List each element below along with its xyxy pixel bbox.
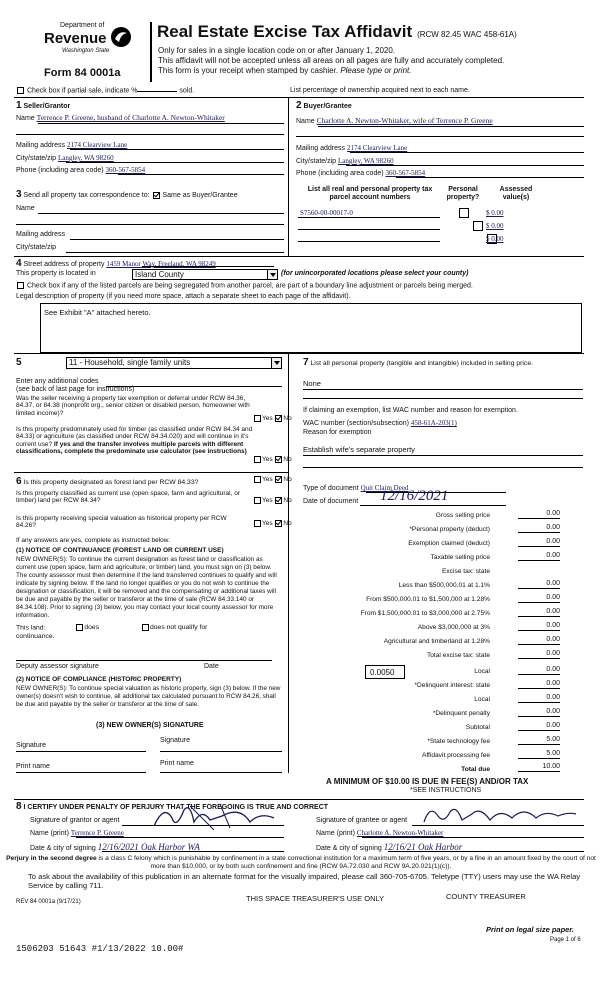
tax-line-2 (518, 546, 560, 547)
sec5-num: 5 (16, 357, 22, 368)
partial-sale-row: Check box if partial sale, indicate % sold. (16, 87, 194, 95)
signature-label-1: Signature (16, 742, 46, 749)
exemption-yes-checkbox[interactable] (254, 415, 261, 422)
grantor-date-line (102, 851, 284, 852)
chevron-down-icon (267, 270, 277, 279)
exemption-no-checkbox[interactable] (275, 415, 282, 422)
tax-label-delinq-int: *Delinquent interest: state (414, 682, 490, 689)
tax-label-delinq-local: Local (474, 696, 490, 703)
same-as-buyer-checkbox[interactable] (153, 192, 160, 199)
tax-line-10 (518, 658, 560, 659)
tax-value-local[interactable]: 0.00 (546, 666, 560, 673)
buyer-city[interactable]: Langley, WA 98260 (338, 157, 394, 165)
seller-name-row: Name Terrence P. Greene, husband of Charlotte A. Newton-Whitaker (16, 113, 225, 122)
tax-value-personal[interactable]: 0.00 (546, 524, 560, 531)
corr-extra-line (16, 224, 284, 225)
rule-5 (14, 353, 584, 354)
tax-label-bracket4: Above $3,000,000 at 3% (417, 624, 490, 631)
tax-value-bracket4[interactable]: 0.00 (546, 622, 560, 629)
grantee-date-city[interactable]: 12/16/21 Oak Harbor (383, 842, 463, 852)
grantee-name-row: Name (print) Charlotte A. Newton-Whitaker (316, 829, 444, 837)
sig-line-2 (160, 751, 282, 752)
tax-label-bracket3: From $1,500,000.01 to $3,000,000 at 2.75% (360, 610, 490, 617)
deputy-date-label: Date (204, 663, 219, 670)
personal-col-header: Personal property? (446, 186, 480, 202)
dept-line2: Revenue (44, 30, 107, 47)
deputy-label: Deputy assessor signature (16, 663, 99, 670)
buyer-name-row: Name Charlotte A. Newton-Whitaker, wife of Terrence P. Greene (296, 116, 493, 125)
revenue-swirl-icon (110, 26, 132, 48)
buyer-mail-line (350, 152, 584, 153)
header-line2: This affidavit will not be accepted unless all areas on all pages are fully and accurately completed. (158, 56, 505, 65)
wac-number[interactable]: 458-61A-203(1) (410, 419, 457, 427)
corr-name-label: Name (16, 205, 35, 212)
assessed-value-3[interactable]: $ 0.00 (486, 235, 504, 243)
sig-grantor-label: Signature of grantor or agent (30, 817, 120, 824)
header-line3: This form is your receipt when stamped by cashier. Please type or print. (158, 66, 412, 75)
forest-yes-checkbox[interactable] (254, 476, 261, 483)
corr-city-label: City/state/zip (16, 244, 57, 251)
does-not-checkbox[interactable] (142, 624, 149, 631)
legal-description: See Exhibit "A" attached hereto. (44, 308, 151, 317)
county-select[interactable]: Island County (132, 269, 278, 280)
seller-city-row: City/state/zip Langley, WA 98260 (16, 154, 114, 162)
deputy-line (16, 660, 272, 661)
tax-line-15 (518, 730, 560, 731)
local-rate: 0.0050 (370, 668, 395, 677)
parcel-line-2 (298, 229, 440, 230)
segregated-checkbox[interactable] (17, 282, 24, 289)
q-current-use-yn: Yes No (253, 497, 292, 505)
tax-label-tech-fee: *State technology fee (427, 738, 490, 745)
tax-line-9 (518, 644, 560, 645)
buyer-mail[interactable]: 2174 Clearview Lane (346, 144, 408, 152)
tax-value-total-state[interactable]: 0.00 (546, 650, 560, 657)
header-line1: Only for sales in a single location code on or after January 1, 2020. (158, 46, 396, 55)
tax-label-bracket2: From $500,000.01 to $1,500,000 at 1.28% (366, 596, 490, 603)
tax-line-11 (518, 674, 560, 675)
tax-value-subtotal[interactable]: 0.00 (546, 722, 560, 729)
tax-label-excise-state: Excise tax: state (441, 568, 490, 575)
doc-date-line (360, 505, 506, 506)
page-title: Real Estate Excise Tax Affidavit (157, 22, 413, 41)
tax-line-5 (518, 588, 560, 589)
header-divider (150, 22, 152, 82)
list-percentage-note: List percentage of ownership acquired next to each name. (290, 87, 470, 94)
certify-row: 8 I CERTIFY UNDER PENALTY OF PERJURY THAT THE FOREGOING IS TRUE AND CORRECT (16, 801, 329, 812)
tax-line-3 (518, 560, 560, 561)
notice1-title: (1) NOTICE OF CONTINUANCE (FOREST LAND OR CURRENT USE) (16, 547, 224, 554)
buyer-phone[interactable]: 360-567-5854 (385, 169, 426, 177)
rule-4 (14, 256, 584, 257)
tax-value-agri[interactable]: 0.00 (546, 636, 560, 643)
tax-label-agri: Agricultural and timberland at 1.28% (383, 638, 490, 645)
page-number: Page 1 of 6 (550, 937, 581, 943)
tax-value-delinq-local[interactable]: 0.00 (546, 694, 560, 701)
grantee-name-line (362, 837, 584, 838)
q-exemption-yn: Yes No (253, 415, 292, 423)
tax-value-delinq-int[interactable]: 0.00 (546, 680, 560, 687)
timber-yes-checkbox[interactable] (254, 456, 261, 463)
q-forest: 6 Is this property designated as forest land per RCW 84.33? (16, 476, 199, 487)
if-yes-note: If any answers are yes, complete as instructed below. (16, 537, 170, 544)
forest-no-checkbox[interactable] (275, 476, 282, 483)
see-instructions: *SEE INSTRUCTIONS (410, 787, 482, 794)
tax-label-processing: Affidavit processing fee (421, 752, 490, 759)
tax-label-exemption: Exemption claimed (deduct) (408, 540, 490, 547)
rev-number: REV 84 0001a (9/17/21) (16, 899, 81, 905)
seller-city-line (66, 162, 284, 163)
print-name-label-2: Print name (160, 760, 194, 767)
sig-line-1 (16, 751, 146, 752)
buyer-mail-row: Mailing address 2174 Clearview Lane (296, 144, 408, 152)
doc-type[interactable]: Quit Claim Deed (360, 484, 409, 492)
q-exemption: Was the seller receiving a property tax exemption or deferral under RCW 84.36, 84.37, or 84.38 (nonprofit org., senior citizen or disabled person, homeowner with limited income)? (16, 395, 250, 417)
print-line-2 (160, 772, 282, 773)
tax-label-bracket1: Less than $500,000.01 at 1.1% (398, 582, 490, 589)
legal-paper-note: Print on legal size paper. (486, 925, 574, 934)
buyer-name-line (318, 126, 584, 127)
notice1-text: NEW OWNER(S): To continue the current designation as forest land or classification as current use (open space, farm and agriculture, or timber) land, you must sign on (3) below. The county assessor must then determine if the land transferred continues to qualify and will indicate by signing below. If the land no longer qualifies or you do not wish to continue the designation or classification, it will be removed and the compensating or additional taxes will be due and payable by the seller or transferor at the time of sale (RCW 84.33.140 or 84.34.108). Prior to signing (3) below, you may contact your local county assessor for more information. (16, 556, 277, 619)
tax-label-total-due: Total due (461, 766, 490, 773)
doc-date[interactable]: 12/16/2021 (380, 488, 449, 504)
tax-label-gross: Gross selling price (435, 512, 490, 519)
county-treasurer: COUNTY TREASURER (446, 892, 526, 901)
sig-grantee-label: Signature of grantee or agent (316, 817, 408, 824)
reason-label: Reason for exemption (303, 429, 372, 436)
tax-line-16 (518, 744, 560, 745)
reason-line-2 (303, 467, 583, 468)
tax-value-processing[interactable]: 5.00 (546, 750, 560, 757)
chevron-down-icon (271, 358, 281, 368)
exemption-label: If claiming an exemption, list WAC number and reason for exemption. (303, 407, 518, 414)
timber-no-checkbox[interactable] (275, 456, 282, 463)
legal-label: Legal description of property (if you need more space, attach a separate sheet to each page of the affidavit). (16, 293, 351, 300)
personal-property-list[interactable]: None (303, 379, 321, 388)
parcel-line-3 (298, 241, 440, 242)
personal-checkbox-2[interactable] (473, 221, 483, 231)
buyer-heading: 2 Buyer/Grantee (296, 100, 352, 111)
tax-value-bracket1[interactable]: 0.00 (546, 580, 560, 587)
tax-value-tech-fee[interactable]: 5.00 (546, 736, 560, 743)
tax-line-13 (518, 702, 560, 703)
tax-label-penalty: *Delinquent penalty (432, 710, 490, 717)
correspondence-row: 3 Send all property tax correspondence to: Same as Buyer/Grantee (16, 189, 238, 200)
historic-no-checkbox[interactable] (275, 520, 282, 527)
assessed-value-2[interactable]: $ 0.00 (486, 222, 504, 230)
tax-value-penalty[interactable]: 0.00 (546, 708, 560, 715)
buyer-city-row: City/state/zip Langley, WA 98260 (296, 157, 394, 165)
doc-type-row: Type of document Quit Claim Deed (303, 484, 409, 492)
seller-mail-line (70, 149, 284, 150)
corr-mail-label: Mailing address (16, 231, 66, 238)
pp-line-2 (303, 398, 583, 399)
tax-line-7 (518, 616, 560, 617)
tax-value-bracket2[interactable]: 0.00 (546, 594, 560, 601)
tax-line-17 (518, 758, 560, 759)
local-rate-box (365, 665, 405, 679)
unincorporated-note: (for unincorporated locations please select your county) (281, 270, 469, 277)
segregated-row: Check box if any of the listed parcels are being segregated from another parcel, are part of a boundary line adjustment or parcels being merged. (16, 282, 473, 290)
tax-value-exemption[interactable]: 0.00 (546, 538, 560, 545)
signature-label-2: Signature (160, 737, 190, 744)
exemption-reason[interactable]: Establish wife's separate property (303, 445, 415, 454)
grantor-signature (150, 800, 290, 834)
treasurer-use: THIS SPACE TREASURER'S USE ONLY (246, 894, 385, 903)
seller-name-line (38, 123, 284, 124)
personal-checkbox-1[interactable] (459, 208, 469, 218)
buyer-phone-row: Phone (including area code) 360-567-5854 (296, 169, 426, 177)
tax-value-total-due[interactable]: 10.00 (542, 763, 560, 770)
grantee-signature (420, 802, 580, 830)
alt-format-notice: To ask about the availability of this publication in an alternate format for the visually impaired, please call 360-705-6705. Teletype (TTY) users may use the WA Relay Service by calling 711. (28, 872, 581, 890)
notice2-text: NEW OWNER(S): To continue special valuation as historic property, sign (3) below. If the new owner(s) doesn't wish to continue, all additional tax calculated pursuant to RCW 84.26, shall be due and payable by the seller or transferor at the time of sale. (16, 685, 281, 708)
located-label: This property is located in (16, 270, 96, 277)
tax-line-8 (518, 630, 560, 631)
seller-phone-row: Phone (including area code) 360-567-5854 (16, 166, 146, 174)
corr-city-line (66, 252, 284, 253)
seller-heading: 1 Seller/Grantor (16, 100, 71, 111)
assessed-value-1[interactable]: $ 0.00 (486, 209, 504, 217)
seller-mail[interactable]: 2174 Clearview Lane (66, 141, 128, 149)
historic-yes-checkbox[interactable] (254, 520, 261, 527)
partial-sale-checkbox[interactable] (17, 87, 24, 94)
seller-extra-line (16, 134, 284, 135)
use-code-select[interactable]: 11 - Household, single family units (66, 357, 282, 369)
corr-mail-line (70, 239, 284, 240)
continuance-label: continuance. (16, 633, 55, 640)
notice2-title: (2) NOTICE OF COMPLIANCE (HISTORIC PROPERTY) (16, 676, 182, 683)
tax-label-personal: *Personal property (deduct) (409, 526, 490, 533)
tax-line-18 (518, 771, 560, 772)
buyer-extra-line (296, 136, 584, 137)
center-divider-bottom (288, 353, 289, 773)
grantor-name-line (76, 837, 284, 838)
grantor-print-name[interactable]: Terrence P. Greene (70, 829, 124, 837)
buyer-phone-line (396, 177, 584, 178)
rule-top (14, 97, 584, 98)
q-historic-yn: Yes No (253, 520, 292, 528)
tax-label-total-state: Total excise tax: state (426, 652, 490, 659)
tax-label-taxable: Taxable selling price (430, 554, 490, 561)
street-address[interactable]: 1459 Manor Way, Freeland, WA 98249 (106, 260, 216, 268)
q-historic: Is this property receiving special valuation as historical property per RCW 84.26? (16, 515, 227, 530)
parcel-col-header: List all real and personal property tax parcel account numbers (307, 186, 433, 202)
additional-codes-note: (see back of last page for instructions) (16, 386, 135, 393)
tax-value-taxable[interactable]: 0.00 (546, 552, 560, 559)
print-line-1 (16, 772, 146, 773)
rcw-ref: (RCW 82.45 WAC 458-61A) (417, 30, 517, 39)
rule-8 (14, 799, 584, 800)
tax-line-1 (518, 532, 560, 533)
this-land-row: This land: does does not qualify for (16, 624, 208, 632)
q-forest-yn: Yes No (253, 476, 292, 484)
tax-label-subtotal: Subtotal (465, 724, 490, 731)
q-timber: Is this property predominately used for timber (as classified under RCW 84.34 and 84.33) or agriculture (as classified under RCW 84.34.020) and will continue in it's current use? If yes and the transfer involves multiple parcels with different classifications, complete the predominate use calculator (see instructions) (16, 426, 253, 456)
seller-phone[interactable]: 360-567-5854 (105, 166, 146, 174)
tax-value-bracket3[interactable]: 0.00 (546, 608, 560, 615)
parcel-line-1 (298, 217, 440, 218)
grantor-date-row: Date & city of signing 12/16/2021 Oak Harbor WA (30, 842, 200, 852)
street-row: 4 Street address of property 1459 Manor Way, Freeland, WA 98249 (16, 258, 216, 269)
grantor-date-city[interactable]: 12/16/2021 Oak Harbor WA (97, 842, 200, 852)
current-use-no-checkbox[interactable] (275, 497, 282, 504)
street-line (142, 266, 274, 267)
reason-line-1 (303, 455, 583, 456)
corr-name-line (38, 213, 284, 214)
pp-line-1 (303, 389, 583, 390)
recording-stamp: 1506203 51643 #1/13/2022 10.00# (16, 944, 184, 954)
tax-label-local: Local (474, 668, 490, 675)
wac-row: WAC number (section/subsection) 458-61A-203(1) (303, 419, 457, 427)
parcel-number-1[interactable]: S7560-00-00017-0 (300, 209, 353, 217)
center-divider-top (288, 97, 289, 257)
does-checkbox[interactable] (76, 624, 83, 631)
grantee-print-name[interactable]: Charlotte A. Newton-Whitaker (356, 829, 444, 837)
grantee-date-row: Date & city of signing 12/16/21 Oak Harbor (316, 842, 463, 852)
buyer-name[interactable]: Charlotte A. Newton-Whitaker, wife of Terrence P. Greene (316, 116, 493, 125)
revenue-logo (40, 22, 150, 72)
tax-line-6 (518, 602, 560, 603)
seller-mail-row: Mailing address 2174 Clearview Lane (16, 141, 128, 149)
tax-line-0 (518, 518, 560, 519)
new-owner-sig-title: (3) NEW OWNER(S) SIGNATURE (96, 722, 204, 729)
current-use-yes-checkbox[interactable] (254, 497, 261, 504)
perjury-notice: Perjury in the second degree is a class C felony which is punishable by confinement in a state correctional institution for a maximum term of five years, or by a fine in an amount fixed by the court of not more than $10,000, or by both such confinement and fine (RCW 9A.72.030 and RCW 9A.20.021(1)(c)). (6, 855, 596, 870)
buyer-city-line (346, 165, 584, 166)
q-current-use: Is this property classified as current use (open space, farm and agricultural, or timber) land per RCW 84.34? (16, 490, 240, 505)
seller-city[interactable]: Langley, WA 98260 (58, 154, 114, 162)
assessed-col-header: Assessed value(s) (499, 186, 533, 202)
legal-description-box[interactable] (40, 303, 582, 353)
dept-line1: Department of (60, 22, 105, 29)
q-timber-yn: Yes No (253, 456, 292, 464)
seller-phone-line (118, 174, 284, 175)
tax-line-14 (518, 716, 560, 717)
additional-codes-label: Enter any additional codes (16, 378, 99, 385)
tax-line-12 (518, 688, 560, 689)
print-name-label-1: Print name (16, 763, 50, 770)
seller-name[interactable]: Terrence P. Greene, husband of Charlotte A. Newton-Whitaker (36, 113, 225, 122)
rule-6 (14, 472, 288, 473)
tax-value-gross[interactable]: 0.00 (546, 510, 560, 517)
sec7-label: 7 List all personal property (tangible and intangible) included in selling price. (303, 357, 533, 368)
dept-line3: Washington State (62, 48, 110, 54)
grantor-name-row: Name (print) Terrence P. Greene (30, 829, 124, 837)
form-number: Form 84 0001a (44, 67, 121, 79)
doc-date-label: Date of document (303, 498, 359, 505)
minimum-due: A MINIMUM OF $10.00 IS DUE IN FEE(S) AND/OR TAX (326, 777, 529, 786)
title-block (157, 22, 517, 42)
grantee-date-line (388, 851, 584, 852)
